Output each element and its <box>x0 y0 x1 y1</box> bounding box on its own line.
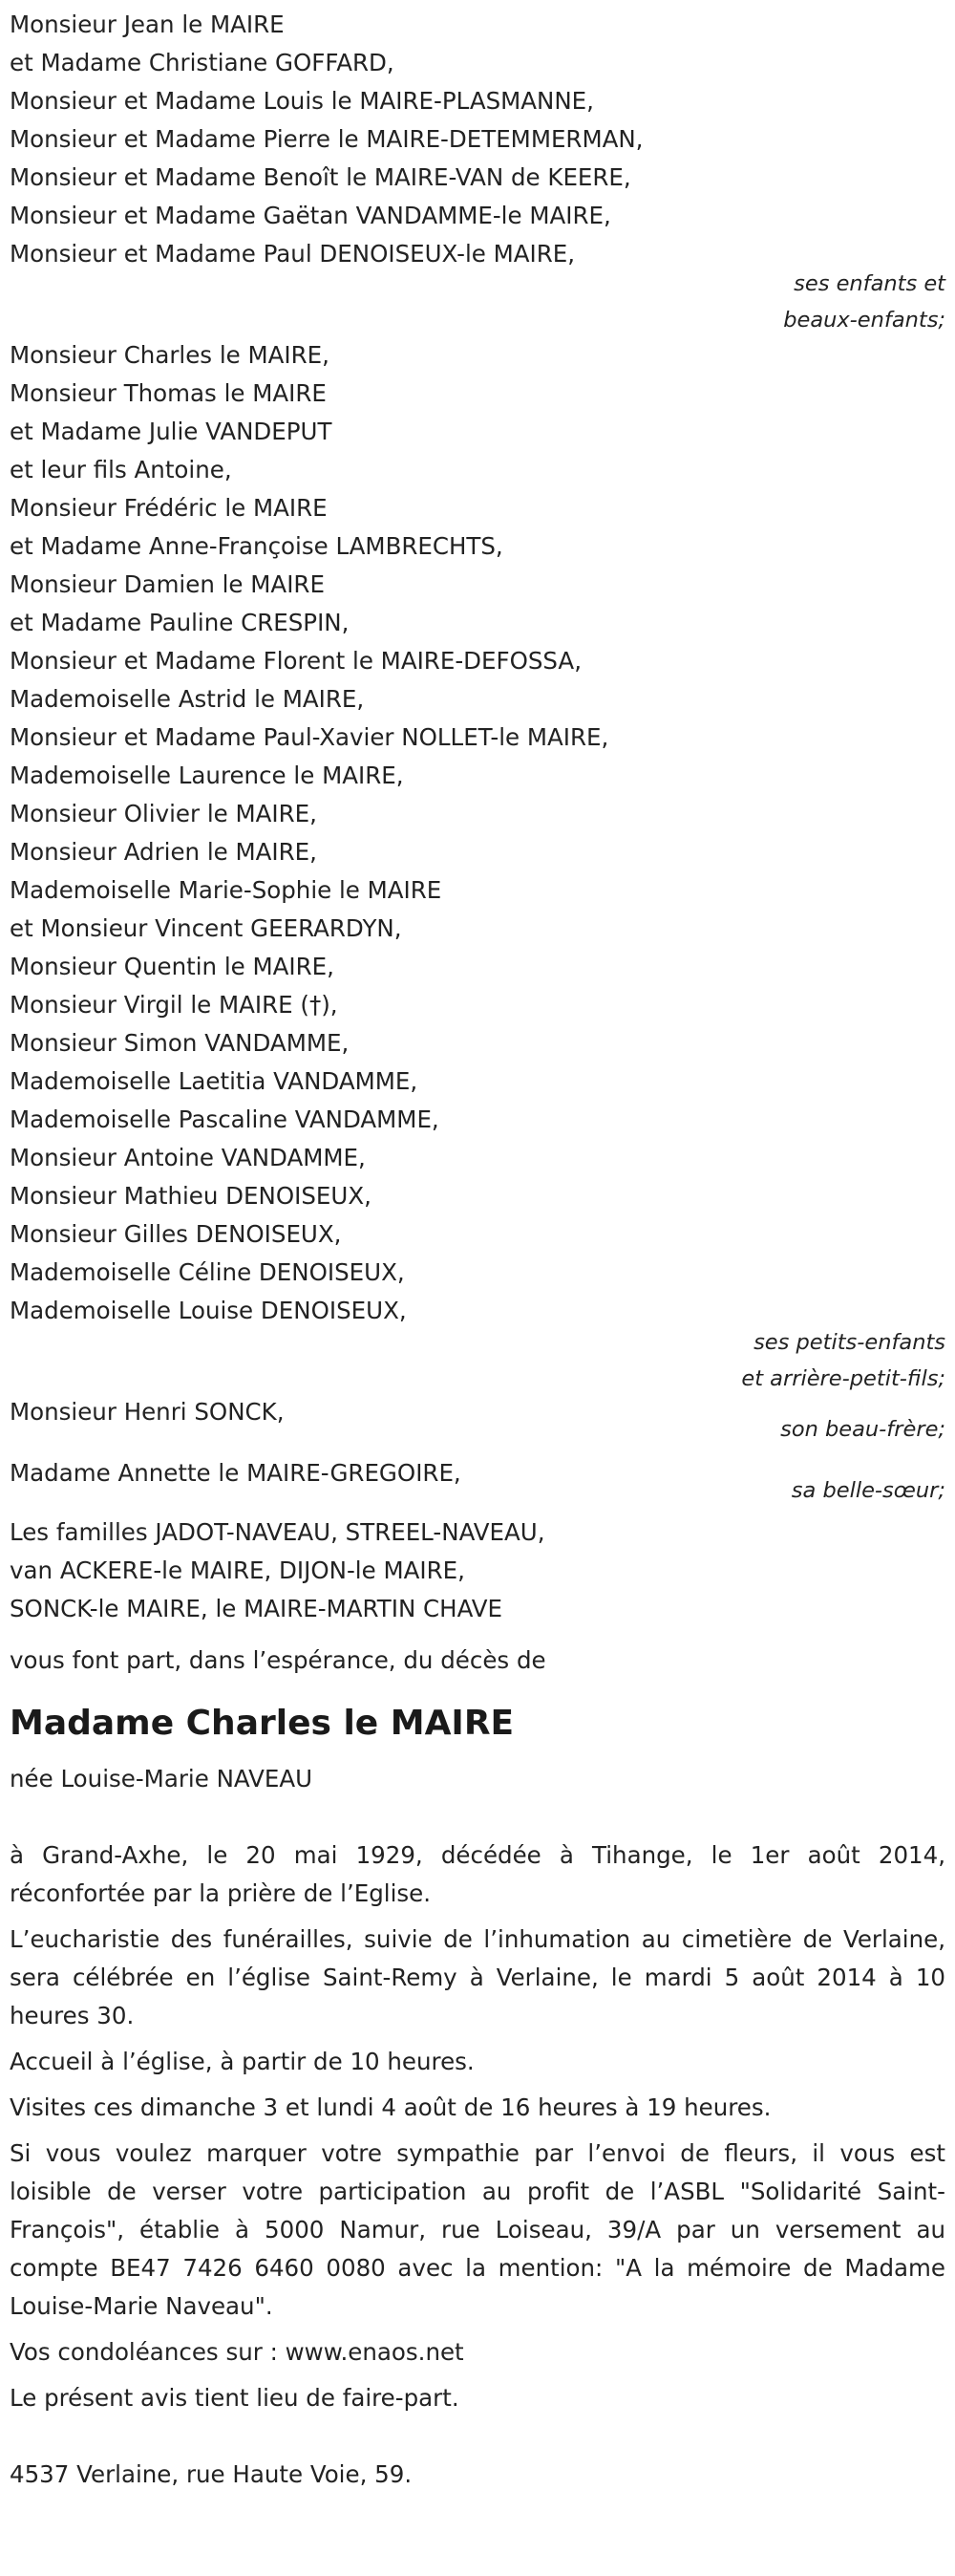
announcement-text: vous font part, dans l’espérance, du décès de <box>10 1646 546 1674</box>
name-line: Mademoiselle Louise DENOISEUX, <box>10 1297 407 1324</box>
children-group <box>10 6 945 336</box>
relation-label: beaux-enfants; <box>783 308 945 333</box>
relation-label: ses petits-enfants <box>753 1330 945 1355</box>
name-line: Mademoiselle Céline DENOISEUX, <box>10 1258 405 1286</box>
name-line: Mademoiselle Pascaline VANDAMME, <box>10 1106 439 1133</box>
notice-paragraph: Le présent avis tient lieu de faire-part. <box>10 2384 459 2412</box>
name-line: Les familles JADOT-NAVEAU, STREEL-NAVEAU, <box>10 1518 545 1546</box>
deceased-name: Madame Charles le MAIRE <box>10 1704 515 1743</box>
name-line: Mademoiselle Laurence le MAIRE, <box>10 762 404 789</box>
grandchildren-group <box>10 336 945 1393</box>
name-line: Madame Annette le MAIRE-GREGOIRE, <box>10 1459 461 1487</box>
name-line: et Madame Anne-Françoise LAMBRECHTS, <box>10 532 503 560</box>
relation-label: et arrière-petit-fils; <box>741 1366 945 1391</box>
name-line: Monsieur et Madame Florent le MAIRE-DEFOSSA, <box>10 647 582 675</box>
name-line: Monsieur Simon VANDAMME, <box>10 1029 350 1057</box>
sister-in-law-row <box>10 1454 945 1513</box>
name-line: Monsieur et Madame Paul DENOISEUX-le MAIRE, <box>10 240 576 268</box>
address: 4537 Verlaine, rue Haute Voie, 59. <box>10 2460 413 2488</box>
visits-paragraph: Visites ces dimanche 3 et lundi 4 août de 16 heures à 19 heures. <box>10 2093 772 2121</box>
name-line: Monsieur et Madame Gaëtan VANDAMME-le MAIRE, <box>10 202 611 229</box>
name-line: Monsieur Thomas le MAIRE <box>10 379 327 407</box>
reception-paragraph: Accueil à l’église, à partir de 10 heures. <box>10 2048 475 2075</box>
name-line: Monsieur Virgil le MAIRE (†), <box>10 991 338 1019</box>
name-line: et Madame Pauline CRESPIN, <box>10 609 350 636</box>
name-line: Mademoiselle Laetitia VANDAMME, <box>10 1067 418 1095</box>
name-line: et leur fils Antoine, <box>10 456 232 483</box>
name-line: Monsieur Jean le MAIRE <box>10 11 285 38</box>
name-line: et Madame Julie VANDEPUT <box>10 418 332 445</box>
name-line: Monsieur et Madame Louis le MAIRE-PLASMANNE, <box>10 87 594 115</box>
brother-in-law-row <box>10 1393 945 1454</box>
name-line: Monsieur et Madame Benoît le MAIRE-VAN de KEERE, <box>10 163 631 191</box>
relation-label: sa belle-sœur; <box>791 1478 945 1503</box>
condolences-paragraph: Vos condoléances sur : www.enaos.net <box>10 2338 464 2366</box>
name-line: Monsieur Frédéric le MAIRE <box>10 494 328 522</box>
name-line: SONCK-le MAIRE, le MAIRE-MARTIN CHAVE <box>10 1595 503 1622</box>
families-group <box>10 1513 945 1642</box>
name-line: Monsieur Quentin le MAIRE, <box>10 953 334 980</box>
name-line: Monsieur Henri SONCK, <box>10 1398 285 1426</box>
relation-label: son beau-frère; <box>780 1417 945 1442</box>
relation-label: ses enfants et <box>794 271 945 296</box>
name-line: Monsieur et Madame Paul-Xavier NOLLET-le MAIRE, <box>10 723 609 751</box>
name-line: van ACKERE-le MAIRE, DIJON-le MAIRE, <box>10 1556 465 1584</box>
funeral-paragraph: L’eucharistie des funérailles, suivie de l’inhumation au cimetière de Verlaine, sera célébrée en l’église Saint-Remy à Verlaine, le mardi 5 août 2014 à 10 heures 30. <box>10 1925 945 2029</box>
flowers-paragraph: Si vous voulez marquer votre sympathie par l’envoi de fleurs, il vous est loisible de verser votre participation au profit de l’ASBL "Solidarité Saint-François", établie à 5000 Namur, rue Loiseau, 39/A par un versement au compte BE47 7426 6460 0080 avec la mention: "A la mémoire de Madame Louise-Marie Naveau". <box>10 2139 945 2320</box>
name-line: et Monsieur Vincent GEERARDYN, <box>10 914 402 942</box>
name-line: et Madame Christiane GOFFARD, <box>10 49 394 76</box>
name-line: Monsieur Mathieu DENOISEUX, <box>10 1182 371 1210</box>
name-line: Monsieur Gilles DENOISEUX, <box>10 1220 342 1248</box>
name-line: Mademoiselle Astrid le MAIRE, <box>10 685 365 713</box>
birth-name: née Louise-Marie NAVEAU <box>10 1765 313 1792</box>
name-line: Mademoiselle Marie-Sophie le MAIRE <box>10 876 442 904</box>
name-line: Monsieur Antoine VANDAMME, <box>10 1144 366 1171</box>
name-line: Monsieur Olivier le MAIRE, <box>10 800 317 827</box>
birth-death-paragraph: à Grand-Axhe, le 20 mai 1929, décédée à Tihange, le 1er août 2014, réconfortée par la prière de l’Eglise. <box>10 1841 945 1907</box>
name-line: Monsieur Damien le MAIRE <box>10 570 325 598</box>
name-line: Monsieur Charles le MAIRE, <box>10 341 329 369</box>
name-line: Monsieur et Madame Pierre le MAIRE-DETEMMERMAN, <box>10 125 644 153</box>
name-line: Monsieur Adrien le MAIRE, <box>10 838 317 866</box>
